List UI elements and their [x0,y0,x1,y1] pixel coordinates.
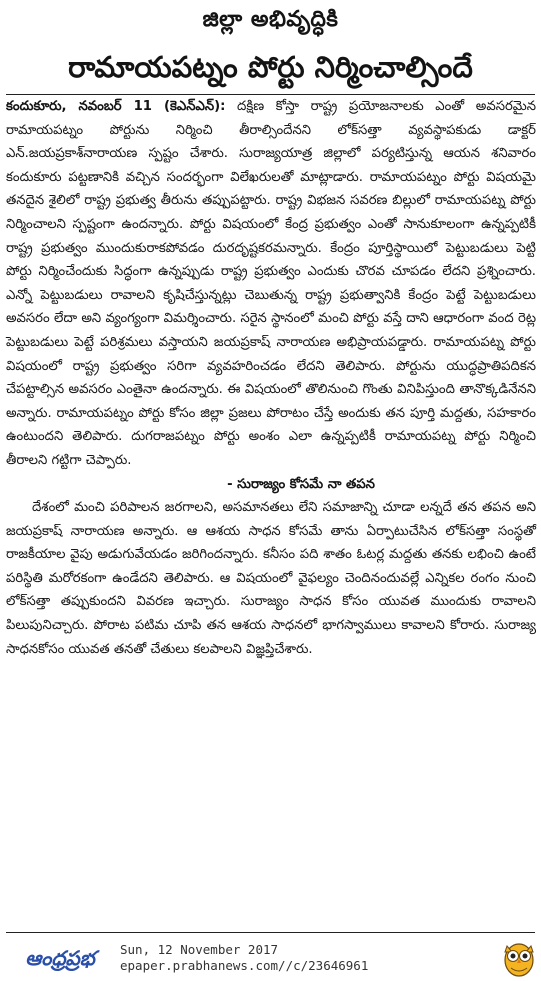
paragraph-2: దేశంలో మంచి పరిపాలన జరగాలని, అసమానతలు లేని సమాజాన్ని చూడా లన్నదే తన తపన అని జయప్రకాష్ నారాయణ అన్నారు. ఆ ఆశయ సాధన కోసమే తాను ఏర్పాటుచేసిన లోక్‌సత్తా సంస్థతో రాజకీయాల వైపు అడుగువేయడం జరిగిందన్నారు. కనీసం పది శాతం ఓటర్ల మద్దతు తనకు లభించి ఉంటే పరిస్థితి మరోరకంగా ఉండేదని తెలిపారు. ఆ విషయంలో వైఫల్యం చెందినందువల్లే ఎన్నికల రంగం నుంచి లోక్‌సత్తా తప్పుకుందని వివరణ ఇచ్చారు. సురాజ్యం సాధన కోసం యువత ముందుకు రావాలని పిలుపునిచ్చారు. పోరాట పటిమ చూపి తన ఆశయ సాధనలో భాగస్వాములు కావాలని కోరారు. సురాజ్య సాధనకోసం యువత తనతో చేతులు కలపాలని విజ్ఞప్తిచేశారు. [6,500,536,657]
publication-date: Sun, 12 November 2017 [120,942,279,957]
owl-icon [502,938,536,978]
kicker-heading: జిల్లా అభివృద్ధికి [202,7,339,32]
bottom-divider [6,932,535,933]
logo-text: ఆంధ్రప్రభ [25,946,95,970]
footer-meta [120,942,368,974]
dateline: కందుకూరు, నవంబర్ 11 (కెఎన్ఎన్): [6,99,226,114]
andhraprabha-logo [6,940,114,976]
epaper-url[interactable]: epaper.prabhanews.com//c/23646961 [120,958,369,973]
paragraph-1-text: దక్షిణ కోస్తా రాష్ట్ర ప్రయోజనాలకు ఎంతో అవసరమైన రామాయపట్నం పోర్టును నిర్మించి తీరాల్సిందేనని లోక్‌సత్తా వ్యవస్థాపకుడు డాక్టర్ ఎన్.జయప్రకాశ్‌నారాయణ స్పష్టం చేశారు. సురాజ్యయాత్ర జిల్లాలో పర్యటిస్తున్న ఆయన శనివారం కందుకూరు పట్టణానికి వచ్చిన సందర్భంగా విలేఖరులతో మాట్లాడారు. రామాయపట్నం పోర్టు విషయమై తనదైన శైలిలో రాష్ట్ర ప్రభుత్వ తీరును తప్పుపట్టారు. రాష్ట్ర విభజన సవరణ బిల్లులో రామాయపట్న పోర్టు నిర్మించాలని స్పష్టంగా ఉందన్నారు. పోర్టు విషయంలో కేంద్ర ప్రభుత్వం ఎంతో సానుకూలంగా ఉన్నప్పటికీ రాష్ట్ర ప్రభుత్వం ముందుకురాకపోవడం దురదృష్టకరమన్నారు. కేంద్రం పూర్తిస్థాయిలో పెట్టుబడులు పెట్టి పోర్టు నిర్మించేందుకు సిద్ధంగా ఉన్నప్పుడు రాష్ట్ర ప్రభుత్వం ఎందుకు చొరవ చూపడం లేదని ప్రశ్నించారు. ఎన్నో పెట్టుబడులు రావాలని కృషిచేస్తున్నట్లు చెబుతున్న రాష్ట్ర ప్రభుత్వానికి కేంద్రం పెట్టే పెట్టుబడులు అవసరం లేదా అని వ్యంగ్యంగా విమర్శించారు. సరైన స్థానంలో మంచి పోర్టు వస్తే దాని ఆధారంగా వంద రెట్ల పెట్టుబడులు పెట్టే పరిశ్రమలు వస్తాయని జయప్రకాష్ నారాయణ అభిప్రాయపడ్డారు. రామాయపట్న పోర్టు విషయంలో రాష్ట్ర ప్రభుత్వం సరిగా వ్యవహరించడం లేదని తెలిపారు. పోర్టును యుద్ధప్రాతిపదికన చేపట్టాల్సిన అవసరం ఎంతైనా ఉందన్నారు. ఈ విషయంలో తొలినుంచి గొంతు వినిపిస్తుంది తానొక్కడినేనని అన్నారు. రామాయపట్నం పోర్టు కోసం జిల్లా ప్రజలు పోరాటం చేస్తే అందుకు తన పూర్తి మద్దతు, సహకారం ఉంటుందని తెలిపారు. దుగరాజపట్నం పోర్టు అంశం ఎలా ఉన్నప్పటికీ రామాయపట్న పోర్టు నిర్మించి తీరాలని గట్టిగా చెప్పారు. [6,99,537,468]
article-body [6,95,536,661]
footer [0,934,541,981]
paragraph-1 [6,95,536,473]
subheading: - సురాజ్యం కోసమే నా తపన [227,476,375,492]
headline: రామాయపట్నం పోర్టు నిర్మించాల్సిందే [68,50,473,84]
